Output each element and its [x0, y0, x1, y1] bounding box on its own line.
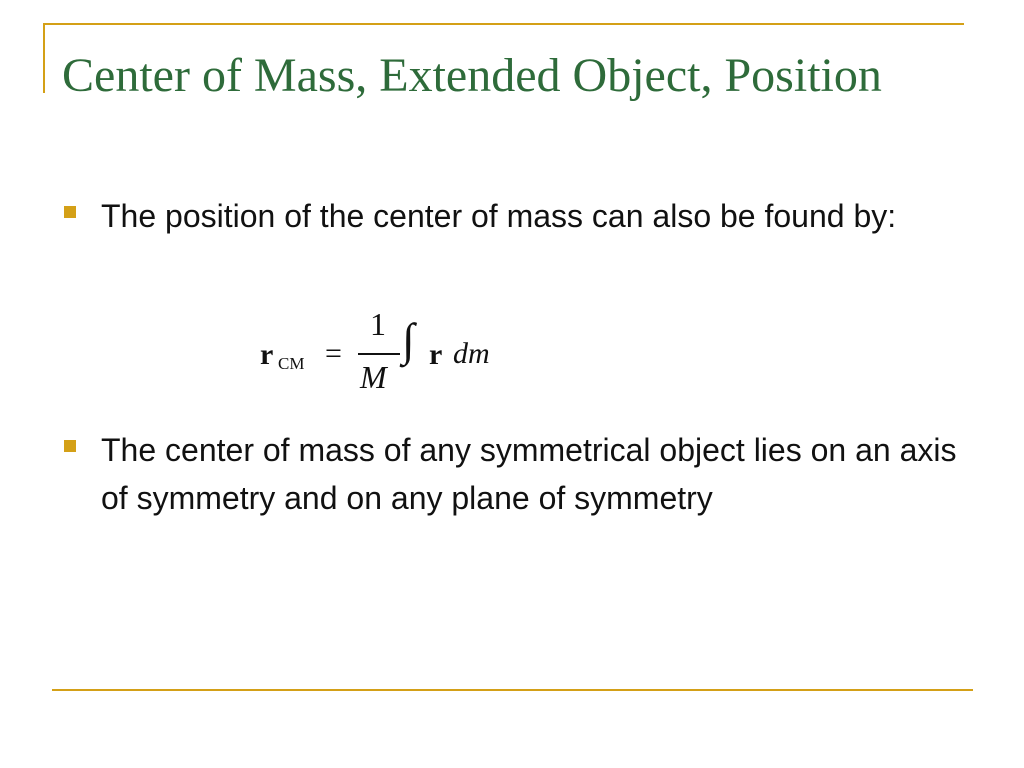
eq-denominator: M [360, 359, 387, 395]
eq-integrand-vector: r [429, 338, 443, 371]
slide-title: Center of Mass, Extended Object, Position [62, 49, 882, 102]
center-of-mass-equation [250, 305, 550, 405]
eq-fraction-bar [358, 353, 400, 355]
eq-lhs-symbol: r [260, 338, 274, 371]
eq-differential: dm [453, 337, 490, 370]
eq-integral-sign: ∫ [402, 314, 415, 365]
eq-numerator: 1 [370, 306, 386, 342]
square-bullet-icon [64, 440, 76, 452]
frame-bottom-line [52, 689, 973, 691]
bullet-text: The center of mass of any symmetrical object lies on an axis of symmetry and on any plane of symmetry [101, 432, 957, 516]
bullet-text: The position of the center of mass can also be found by: [101, 198, 897, 234]
eq-equals-sign: = [325, 337, 342, 370]
square-bullet-icon [64, 206, 76, 218]
frame-top-line [43, 23, 964, 25]
eq-lhs-subscript: CM [278, 354, 305, 373]
frame-left-line [43, 23, 45, 93]
